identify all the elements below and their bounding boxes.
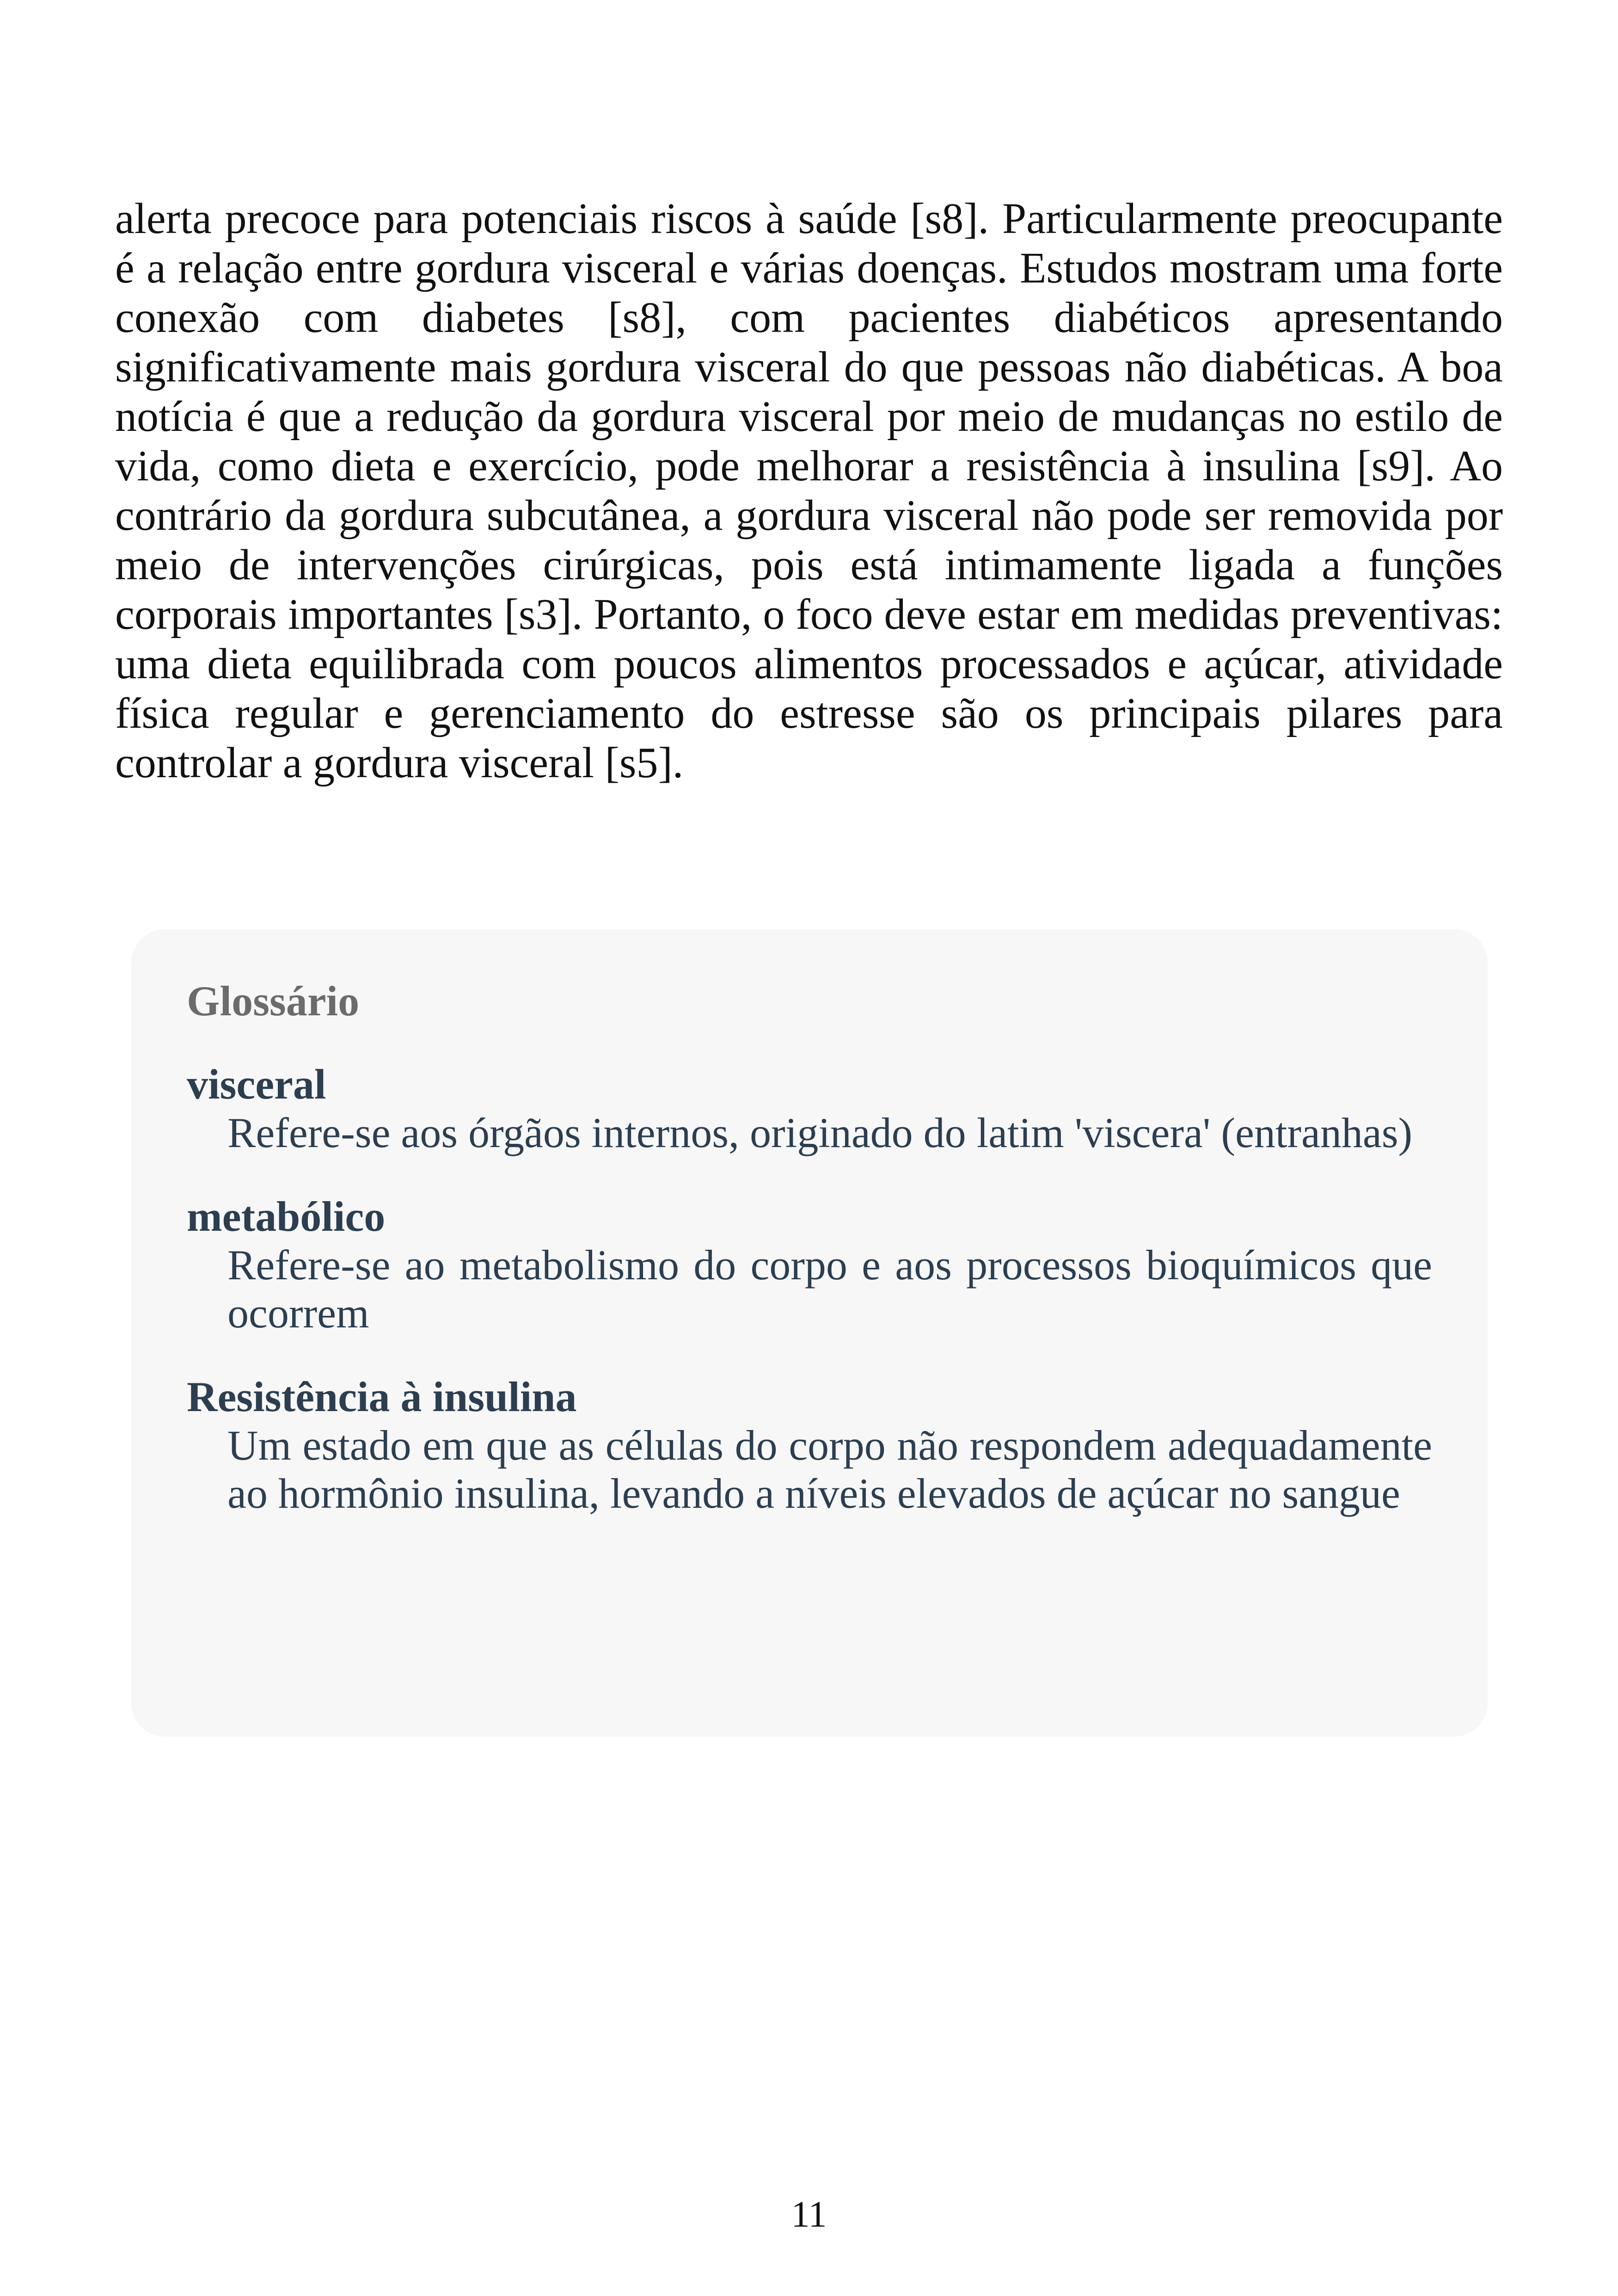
glossary-box: [131, 929, 1488, 1737]
glossary-term: Resistência à insulina: [187, 1373, 577, 1420]
glossary-definition: Um estado em que as células do corpo não respondem adequadamente ao hormônio insulina, levando a níveis elevados de açúcar no sangue: [227, 1422, 1432, 1517]
glossary-definition: Refere-se aos órgãos internos, originado do latim 'viscera' (entranhas): [227, 1109, 1413, 1156]
glossary-definition: Refere-se ao metabolismo do corpo e aos processos bioquímicos que ocorrem: [227, 1241, 1432, 1337]
page-number: 11: [791, 2194, 827, 2235]
glossary-entry-metabolico: [187, 1192, 1432, 1337]
body-paragraph: alerta precoce para potenciais riscos à saúde [s8]. Particularmente preocupante é a relação entre gordura visceral e várias doenças. Estudos mostram uma forte conexão com diabetes [s8], com pacientes diabéticos apresentando significativamente mais gordura visceral do que pessoas não diabéticas. A boa notícia é que a redução da gordura visceral por meio de mudanças no estilo de vida, como dieta e exercício, pode melhorar a resistência à insulina [s9]. Ao contrário da gordura subcutânea, a gordura visceral não pode ser removida por meio de intervenções cirúrgicas, pois está intimamente ligada a funções corporais importantes [s3]. Portanto, o foco deve estar em medidas preventivas: uma dieta equilibrada com poucos alimentos processados e açúcar, atividade física regular e gerenciamento do estresse são os principais pilares para controlar a gordura visceral [s5].: [115, 195, 1503, 787]
glossary-entry-visceral: [187, 1060, 1432, 1157]
glossary-term: visceral: [187, 1061, 326, 1108]
glossary-heading: Glossário: [187, 977, 360, 1025]
glossary-list: [187, 1060, 1432, 1517]
glossary-term: metabólico: [187, 1193, 386, 1240]
glossary-entry-resistencia-insulina: [187, 1372, 1432, 1517]
